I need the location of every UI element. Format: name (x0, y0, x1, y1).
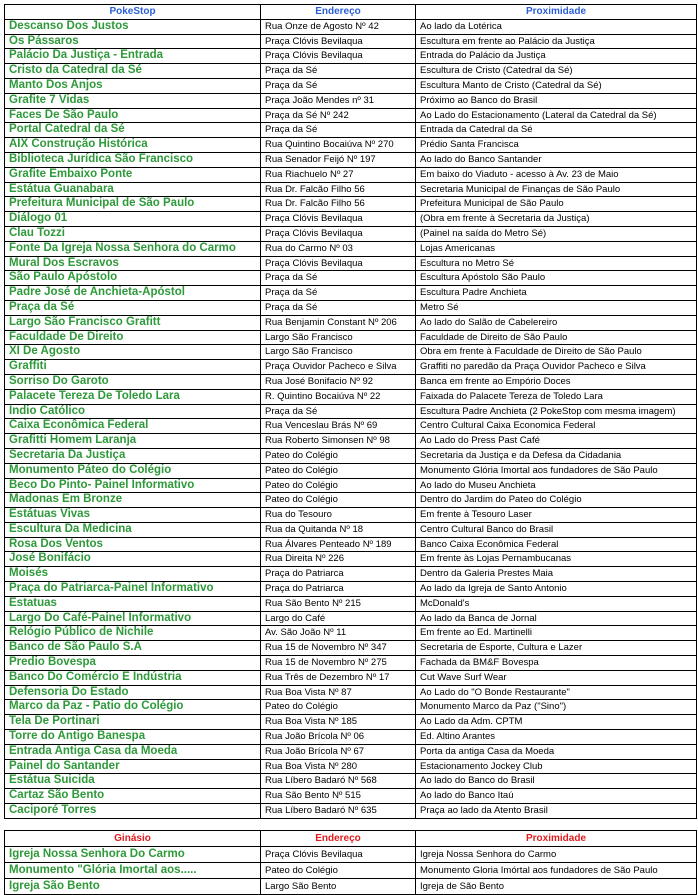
place-address: Rua Quintino Bocaiúva Nº 270 (261, 138, 416, 153)
place-name: Diálogo 01 (5, 212, 261, 227)
gym-table (4, 830, 697, 895)
pokestop-row (5, 315, 697, 330)
place-name: Cristo da Catedral da Sé (5, 64, 261, 79)
place-name: Manto Dos Anjos (5, 78, 261, 93)
place-proximity: Secretaria de Esporte, Cultura e Lazer (416, 641, 697, 656)
pokestop-row (5, 537, 697, 552)
pokestop-row (5, 360, 697, 375)
place-address: Rua São Bento Nº 515 (261, 789, 416, 804)
place-proximity: Ao lado do Salão de Cabelereiro (416, 315, 697, 330)
place-address: Praça da Sé Nº 242 (261, 108, 416, 123)
pokestop-row (5, 611, 697, 626)
pokestop-row (5, 656, 697, 671)
place-address: Pateo do Colégio (261, 463, 416, 478)
place-address: Praça Clóvis Bevilaqua (261, 34, 416, 49)
pokestop-row (5, 330, 697, 345)
place-proximity: Ao lado do Museu Anchieta (416, 478, 697, 493)
place-name: Predio Bovespa (5, 656, 261, 671)
pokestop-row (5, 34, 697, 49)
pokestop-row (5, 641, 697, 656)
place-proximity: Banca em frente ao Empório Doces (416, 374, 697, 389)
pokestop-row (5, 212, 697, 227)
place-name: Faculdade De Direito (5, 330, 261, 345)
gym-rows (5, 846, 697, 894)
place-address: Rua Líbero Badaró Nº 635 (261, 804, 416, 819)
place-address: Rua Álvares Penteado Nº 189 (261, 537, 416, 552)
pokestop-row (5, 182, 697, 197)
place-name: Palácio Da Justiça - Entrada (5, 49, 261, 64)
place-proximity: Ao Lado da Adm. CPTM (416, 715, 697, 730)
place-address: Pateo do Colégio (261, 862, 416, 878)
place-proximity: Entrada do Palácio da Justiça (416, 49, 697, 64)
place-name: Largo Do Café-Painel Informativo (5, 611, 261, 626)
pokestop-row (5, 434, 697, 449)
pokestop-row (5, 567, 697, 582)
place-address: Rua Onze de Agosto Nº 42 (261, 19, 416, 34)
place-name: Rosa Dos Ventos (5, 537, 261, 552)
place-address: Pateo do Colégio (261, 478, 416, 493)
place-address: Praça Clóvis Bevilaqua (261, 49, 416, 64)
place-proximity: Escultura em frente ao Palácio da Justiça (416, 34, 697, 49)
place-address: Praça Clóvis Bevilaqua (261, 846, 416, 862)
place-address: Largo São Bento (261, 878, 416, 894)
place-name: Caciporé Torres (5, 804, 261, 819)
pokestop-row (5, 345, 697, 360)
place-proximity: Cut Wave Surf Wear (416, 670, 697, 685)
pokestop-row (5, 78, 697, 93)
place-address: Praça do Patriarca (261, 567, 416, 582)
place-address: Rua do Carmo Nº 03 (261, 241, 416, 256)
place-proximity: Centro Cultural Caixa Economica Federal (416, 419, 697, 434)
header-proximity: Proximidade (416, 5, 697, 20)
place-name: Portal Catedral da Sé (5, 123, 261, 138)
pokestop-row (5, 286, 697, 301)
place-address: Rua Boa Vista Nº 87 (261, 685, 416, 700)
place-name: Cartaz São Bento (5, 789, 261, 804)
place-name: Moisés (5, 567, 261, 582)
place-name: Os Pássaros (5, 34, 261, 49)
place-address: Rua José Bonifacio Nº 92 (261, 374, 416, 389)
pokestop-row (5, 49, 697, 64)
place-proximity: Ed. Altino Arantes (416, 730, 697, 745)
pokestop-rows (5, 19, 697, 818)
pokestop-row (5, 93, 697, 108)
place-address: Av. São João Nº 11 (261, 626, 416, 641)
pokestop-row (5, 226, 697, 241)
place-address: Rua Três de Dezembro Nº 17 (261, 670, 416, 685)
place-address: Pateo do Colégio (261, 700, 416, 715)
place-name: Largo São Francisco Grafitt (5, 315, 261, 330)
place-address: Pateo do Colégio (261, 493, 416, 508)
place-name: Tela De Portinari (5, 715, 261, 730)
place-proximity: McDonald's (416, 596, 697, 611)
pokestop-row (5, 108, 697, 123)
place-name: Beco Do Pinto- Painel Informativo (5, 478, 261, 493)
place-name: Escultura Da Medicina (5, 522, 261, 537)
place-address: Rua Boa Vista Nº 185 (261, 715, 416, 730)
place-name: Praça da Sé (5, 300, 261, 315)
place-proximity: Igreja Nossa Senhora do Carmo (416, 846, 697, 862)
place-name: Marco da Paz - Patio do Colégio (5, 700, 261, 715)
place-proximity: Em baixo do Viaduto - acesso à Av. 23 de Maio (416, 167, 697, 182)
place-name: Entrada Antiga Casa da Moeda (5, 744, 261, 759)
place-address: Largo São Francisco (261, 345, 416, 360)
place-address: Rua Senador Feijó Nº 197 (261, 152, 416, 167)
place-proximity: Monumento Glória Imortal aos fundadores de São Paulo (416, 463, 697, 478)
place-address: Praça Ouvidor Pacheco e Silva (261, 360, 416, 375)
place-address: Rua Riachuelo Nº 27 (261, 167, 416, 182)
pokestop-row (5, 374, 697, 389)
place-address: Rua Boa Vista Nº 280 (261, 759, 416, 774)
place-proximity: Em frente ao Ed. Martinelli (416, 626, 697, 641)
pokestop-row (5, 670, 697, 685)
pokestop-row (5, 64, 697, 79)
place-name: Mural Dos Escravos (5, 256, 261, 271)
pokestop-row (5, 448, 697, 463)
place-proximity: Escultura no Metro Sé (416, 256, 697, 271)
pokestop-row (5, 241, 697, 256)
pokestop-row (5, 552, 697, 567)
place-address: Praça da Sé (261, 300, 416, 315)
place-proximity: Ao Lado do Press Past Café (416, 434, 697, 449)
pokestop-row (5, 478, 697, 493)
place-name: Secretaria Da Justiça (5, 448, 261, 463)
place-name: Grafite Embaixo Ponte (5, 167, 261, 182)
place-name: José Bonifácio (5, 552, 261, 567)
place-name: Praça do Patriarca-Painel Informativo (5, 582, 261, 597)
pokestop-header-row (5, 5, 697, 20)
header-address: Endereço (261, 5, 416, 20)
place-proximity: Escultura Manto de Cristo (Catedral da Sé) (416, 78, 697, 93)
pokestop-row (5, 419, 697, 434)
gym-row (5, 846, 697, 862)
pokestop-row (5, 626, 697, 641)
place-name: XI De Agosto (5, 345, 261, 360)
place-address: Largo do Café (261, 611, 416, 626)
place-proximity: Dentro do Jardim do Pateo do Colégio (416, 493, 697, 508)
place-address: Praça da Sé (261, 271, 416, 286)
pokestop-row (5, 404, 697, 419)
place-address: Praça da Sé (261, 64, 416, 79)
place-address: Praça Clóvis Bevilaqua (261, 226, 416, 241)
place-address: Praça João Mendes nº 31 (261, 93, 416, 108)
place-name: Grafitti Homem Laranja (5, 434, 261, 449)
place-address: Rua do Tesouro (261, 508, 416, 523)
pokestop-table (4, 4, 697, 819)
place-address: Pateo do Colégio (261, 448, 416, 463)
place-address: R. Quintino Bocaiúva Nº 22 (261, 389, 416, 404)
place-proximity: Escultura Padre Anchieta (2 PokeStop com mesma imagem) (416, 404, 697, 419)
table-gap (4, 819, 696, 830)
pokestop-row (5, 685, 697, 700)
place-proximity: Escultura de Cristo (Catedral da Sé) (416, 64, 697, 79)
place-proximity: Prédio Santa Francisca (416, 138, 697, 153)
place-name: Igreja Nossa Senhora Do Carmo (5, 846, 261, 862)
place-proximity: Dentro da Galeria Prestes Maia (416, 567, 697, 582)
place-name: Monumento Páteo do Colégio (5, 463, 261, 478)
place-name: Estátua Guanabara (5, 182, 261, 197)
gym-header-row (5, 830, 697, 846)
place-proximity: Escultura Apóstolo São Paulo (416, 271, 697, 286)
place-proximity: (Painel na saída do Metro Sé) (416, 226, 697, 241)
place-proximity: Em frente às Lojas Pernambucanas (416, 552, 697, 567)
place-name: Sorriso Do Garoto (5, 374, 261, 389)
place-name: Defensoria Do Estado (5, 685, 261, 700)
pokestop-row (5, 804, 697, 819)
place-name: Madonas Em Bronze (5, 493, 261, 508)
place-address: Praça da Sé (261, 404, 416, 419)
place-address: Praça Clóvis Bevilaqua (261, 256, 416, 271)
place-proximity: Secretaria Municipal de Finanças de São Paulo (416, 182, 697, 197)
pokestop-row (5, 774, 697, 789)
place-name: Prefeitura Municipal de São Paulo (5, 197, 261, 212)
place-name: Torre do Antigo Banespa (5, 730, 261, 745)
pokestop-row (5, 138, 697, 153)
place-proximity: Lojas Americanas (416, 241, 697, 256)
pokestop-row (5, 759, 697, 774)
place-proximity: Faixada do Palacete Tereza de Toledo Lara (416, 389, 697, 404)
place-name: Estátua Suicida (5, 774, 261, 789)
header-gym-proximity: Proximidade (416, 830, 697, 846)
pokestop-row (5, 508, 697, 523)
place-proximity: Graffiti no paredão da Praça Ouvidor Pacheco e Silva (416, 360, 697, 375)
place-proximity: Ao lado da Igreja de Santo Antonio (416, 582, 697, 597)
place-name: Monumento "Glória Imortal aos..... (5, 862, 261, 878)
place-name: Banco de São Paulo S.A (5, 641, 261, 656)
gym-row (5, 878, 697, 894)
pokestop-row (5, 744, 697, 759)
place-address: Rua Direita Nº 226 (261, 552, 416, 567)
header-pokestop: PokeStop (5, 5, 261, 20)
place-proximity: Escultura Padre Anchieta (416, 286, 697, 301)
pokestop-row (5, 730, 697, 745)
place-proximity: Faculdade de Direito de São Paulo (416, 330, 697, 345)
pokestop-row (5, 715, 697, 730)
pokestop-row (5, 493, 697, 508)
place-address: Rua Líbero Badaró Nº 568 (261, 774, 416, 789)
place-name: Indio Católico (5, 404, 261, 419)
place-proximity: Ao Lado do Estacionamento (Lateral da Catedral da Sé) (416, 108, 697, 123)
place-address: Praça da Sé (261, 123, 416, 138)
place-address: Praça Clóvis Bevilaqua (261, 212, 416, 227)
place-proximity: Centro Cultural Banco do Brasil (416, 522, 697, 537)
place-proximity: Ao lado do Banco Santander (416, 152, 697, 167)
place-address: Rua Dr. Falcão Filho 56 (261, 182, 416, 197)
pokestop-row (5, 522, 697, 537)
spreadsheet (4, 4, 696, 895)
place-address: Rua Roberto Simonsen Nº 98 (261, 434, 416, 449)
place-name: Biblioteca Jurídica São Francisco (5, 152, 261, 167)
place-proximity: Secretaria da Justiça e da Defesa da Cidadania (416, 448, 697, 463)
place-address: Rua João Brícola Nº 06 (261, 730, 416, 745)
pokestop-row (5, 389, 697, 404)
pokestop-row (5, 582, 697, 597)
place-proximity: Ao lado do Banco Itaú (416, 789, 697, 804)
place-address: Rua Dr. Falcão Filho 56 (261, 197, 416, 212)
place-name: Relógio Público de Nichile (5, 626, 261, 641)
place-name: Palacete Tereza De Toledo Lara (5, 389, 261, 404)
place-name: Estátuas Vivas (5, 508, 261, 523)
place-proximity: Prefeitura Municipal de São Paulo (416, 197, 697, 212)
place-name: São Paulo Apóstolo (5, 271, 261, 286)
place-name: AIX Construção Histórica (5, 138, 261, 153)
place-name: Caixa Econômica Federal (5, 419, 261, 434)
pokestop-row (5, 167, 697, 182)
place-proximity: Monumento Gloria Imórtal aos fundadores de São Paulo (416, 862, 697, 878)
place-address: Rua 15 de Novembro Nº 275 (261, 656, 416, 671)
place-proximity: Ao Lado do "O Bonde Restaurante" (416, 685, 697, 700)
place-proximity: Obra em frente à Faculdade de Direito de São Paulo (416, 345, 697, 360)
place-address: Rua Venceslau Brás Nº 69 (261, 419, 416, 434)
pokestop-row (5, 271, 697, 286)
gym-row (5, 862, 697, 878)
header-gym-address: Endereço (261, 830, 416, 846)
place-proximity: Metro Sé (416, 300, 697, 315)
place-proximity: Igreja de São Bento (416, 878, 697, 894)
place-proximity: Estacionamento Jockey Club (416, 759, 697, 774)
place-proximity: Próximo ao Banco do Brasil (416, 93, 697, 108)
place-proximity: Entrada da Catedral da Sé (416, 123, 697, 138)
place-address: Praça da Sé (261, 286, 416, 301)
pokestop-row (5, 596, 697, 611)
place-name: Estatuas (5, 596, 261, 611)
place-name: Graffiti (5, 360, 261, 375)
place-proximity: Em frente à Tesouro Laser (416, 508, 697, 523)
place-name: Igreja São Bento (5, 878, 261, 894)
place-proximity: Monumento Marco da Paz ("Sino") (416, 700, 697, 715)
place-address: Rua da Quitanda Nº 18 (261, 522, 416, 537)
pokestop-row (5, 789, 697, 804)
place-address: Rua São Bento Nº 215 (261, 596, 416, 611)
place-address: Rua Benjamin Constant Nº 206 (261, 315, 416, 330)
place-proximity: Praça ao lado da Atento Brasil (416, 804, 697, 819)
header-gym: Ginásio (5, 830, 261, 846)
place-name: Clau Tozzi (5, 226, 261, 241)
place-name: Descanso Dos Justos (5, 19, 261, 34)
place-address: Praça do Patriarca (261, 582, 416, 597)
pokestop-row (5, 256, 697, 271)
pokestop-row (5, 300, 697, 315)
pokestop-row (5, 700, 697, 715)
place-proximity: Ao lado da Banca de Jornal (416, 611, 697, 626)
place-name: Faces De São Paulo (5, 108, 261, 123)
place-proximity: Porta da antiga Casa da Moeda (416, 744, 697, 759)
place-proximity: Ao lado do Banco do Brasil (416, 774, 697, 789)
place-address: Rua 15 de Novembro Nº 347 (261, 641, 416, 656)
place-proximity: (Obra em frente à Secretaria da Justiça) (416, 212, 697, 227)
place-name: Fonte Da Igreja Nossa Senhora do Carmo (5, 241, 261, 256)
place-name: Banco Do Comércio E Indústria (5, 670, 261, 685)
pokestop-row (5, 463, 697, 478)
place-address: Rua João Brícola Nº 67 (261, 744, 416, 759)
place-address: Praça da Sé (261, 78, 416, 93)
pokestop-row (5, 19, 697, 34)
place-name: Painel do Santander (5, 759, 261, 774)
place-name: Grafite 7 Vidas (5, 93, 261, 108)
place-proximity: Ao lado da Lotérica (416, 19, 697, 34)
pokestop-row (5, 197, 697, 212)
place-proximity: Fachada da BM&F Bovespa (416, 656, 697, 671)
place-name: Padre José de Anchieta-Apóstol (5, 286, 261, 301)
pokestop-row (5, 152, 697, 167)
place-proximity: Banco Caixa Econômica Federal (416, 537, 697, 552)
pokestop-row (5, 123, 697, 138)
place-address: Largo São Francisco (261, 330, 416, 345)
